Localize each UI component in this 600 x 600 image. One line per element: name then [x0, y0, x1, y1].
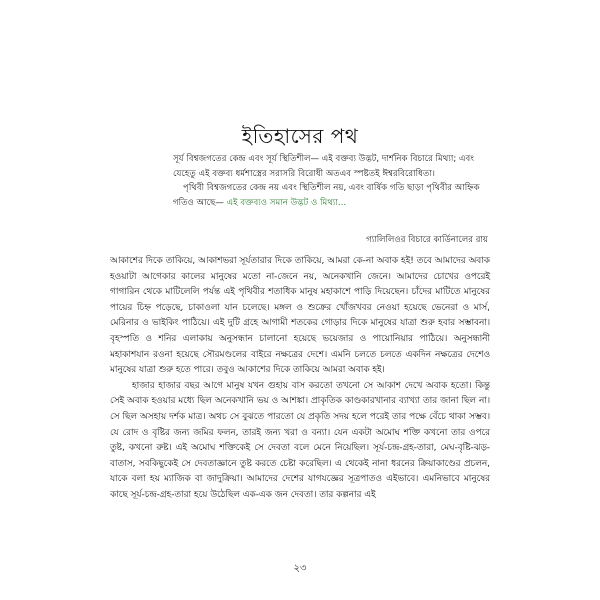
body-paragraph-2: হাজার হাজার বছর আগে মানুষ যখন গুহায় বাস করতো তখনো সে আকাশ দেখে অবাক হতো। কিন্তু সেই অবাক হওয়ার মধ্যে ছিল অনেকখানি ভয় ও আশঙ্কা। প্রাকৃতিক কাণ্ডকারখানার ব্যাখ্যা তার জানা ছিল না। সে ছিল অসহায় দর্শক মাত্র। অথচ সে বুঝতে পারতো যে প্রকৃতি সদয় হলে পরেই তার পক্ষে বেঁচে থাকা সম্ভব। যে রোদ ও বৃষ্টির জন্য জমির ফলন, তারই জন্য খরা ও বন্যা। যেন একটা অমোঘ শক্তি কখনো তার ওপরে তুষ্ট, কখনো রুষ্ট। এই অমোঘ শক্তিকেই সে দেবতা বলে মেনে নিয়েছিল। সূর্য-চন্দ্র-গ্রহ-তারা, মেঘ-বৃষ্টি-ঝড়-বাতাস, সবকিছুকেই সে দেবতাজ্ঞানে তুষ্ট করতে চেষ্টা করেছিল। এ থেকেই নানা ধরনের ক্রিয়াকাণ্ডের প্রচলন, যাকে বলা হয় ম্যাজিক বা জাদুক্রিয়া। আমাদের দেশের যাগযজ্ঞের সূত্রপাতও এইভাবে। এমনিভাবে মানুষের কাছে সূর্য-চন্দ্র-গ্রহ-তারা হয়ে উঠেছিল এক-এক জন দেবতা। তার কল্পনার এই — [110, 380, 490, 500]
body-text — [110, 254, 490, 504]
epigraph-attribution: গ্যালিলিওর বিচারে কার্ডিনালের রায় — [366, 235, 488, 245]
epigraph — [173, 152, 488, 210]
page-number: ২৩ — [293, 563, 307, 574]
epigraph-paragraph-2-text: পৃথিবী বিশ্বজগতের কেন্দ্র নয় এবং স্থিতিশীল নয়, এবং বার্ষিক গতি ছাড়া পৃথিবীর আহ্নিক গতিও আছে— — [173, 183, 480, 208]
epigraph-highlight: এই বক্তব্যও সমান উদ্ভট ও মিথ্যা... — [226, 197, 347, 208]
epigraph-paragraph-1: সূর্য বিশ্বজগতের কেন্দ্র এবং সূর্য স্থিতিশীল— এই বক্তব্য উদ্ভট, দার্শনিক বিচারে মিথ্যা; এবং যেহেতু এই বক্তব্য ধর্মশাস্ত্রের সরাসরি বিরোধী অতএব স্পষ্টতই ঈশ্বরবিরোধিতা। — [173, 154, 474, 179]
chapter-title: ইতিহাসের পথ — [241, 124, 359, 148]
epigraph-paragraph-2 — [173, 181, 488, 210]
body-paragraph-1: আকাশের দিকে তাকিয়ে, আকাশভরা সূর্যতারার দিকে তাকিয়ে, আমরা কে-না অবাক হই! তবে আমাদের অবাক হওয়াটা আগেকার কালের মানুষের মতো না-জেনে নয়, অনেকখানি জেনে। আমাদের চোখের ওপরেই গাগারিন থেকে মাটিলেলি পর্যন্ত এই পৃথিবীর শতাধিক মানুষ মহাকাশে পাড়ি দিয়েছেন। চাঁদের মাটিতে মানুষের পায়ের চিহ্ন পড়েছে, চাকাওলা যান চলেছে। মঙ্গল ও শুক্রের খোঁজখবর নেওয়া হয়েছে ভেনেরা ও মার্স, মেরিনার ও ভাইকিং পাঠিয়ে। এই দুটি গ্রহে আগামী শতকের গোড়ার দিকে মানুষের যাত্রা শুরু হবার সম্ভাবনা। বৃহস্পতি ও শনির এলাকায় অনুসন্ধান চালানো হয়েছে ভয়েজার ও পায়োনিয়ার পাঠিয়ে। অনুসন্ধানী মহাকাশযান রওনা হয়েছে সৌরমণ্ডলের বাইরে নক্ষত্রের দেশে। এমনি চলতে চলতে একদিন নক্ষত্রের দেশেও মানুষের যাত্রা শুরু হতে পারে। তবুও আকাশের দিকে তাকিয়ে আমরা অবাক হই। — [110, 256, 490, 376]
